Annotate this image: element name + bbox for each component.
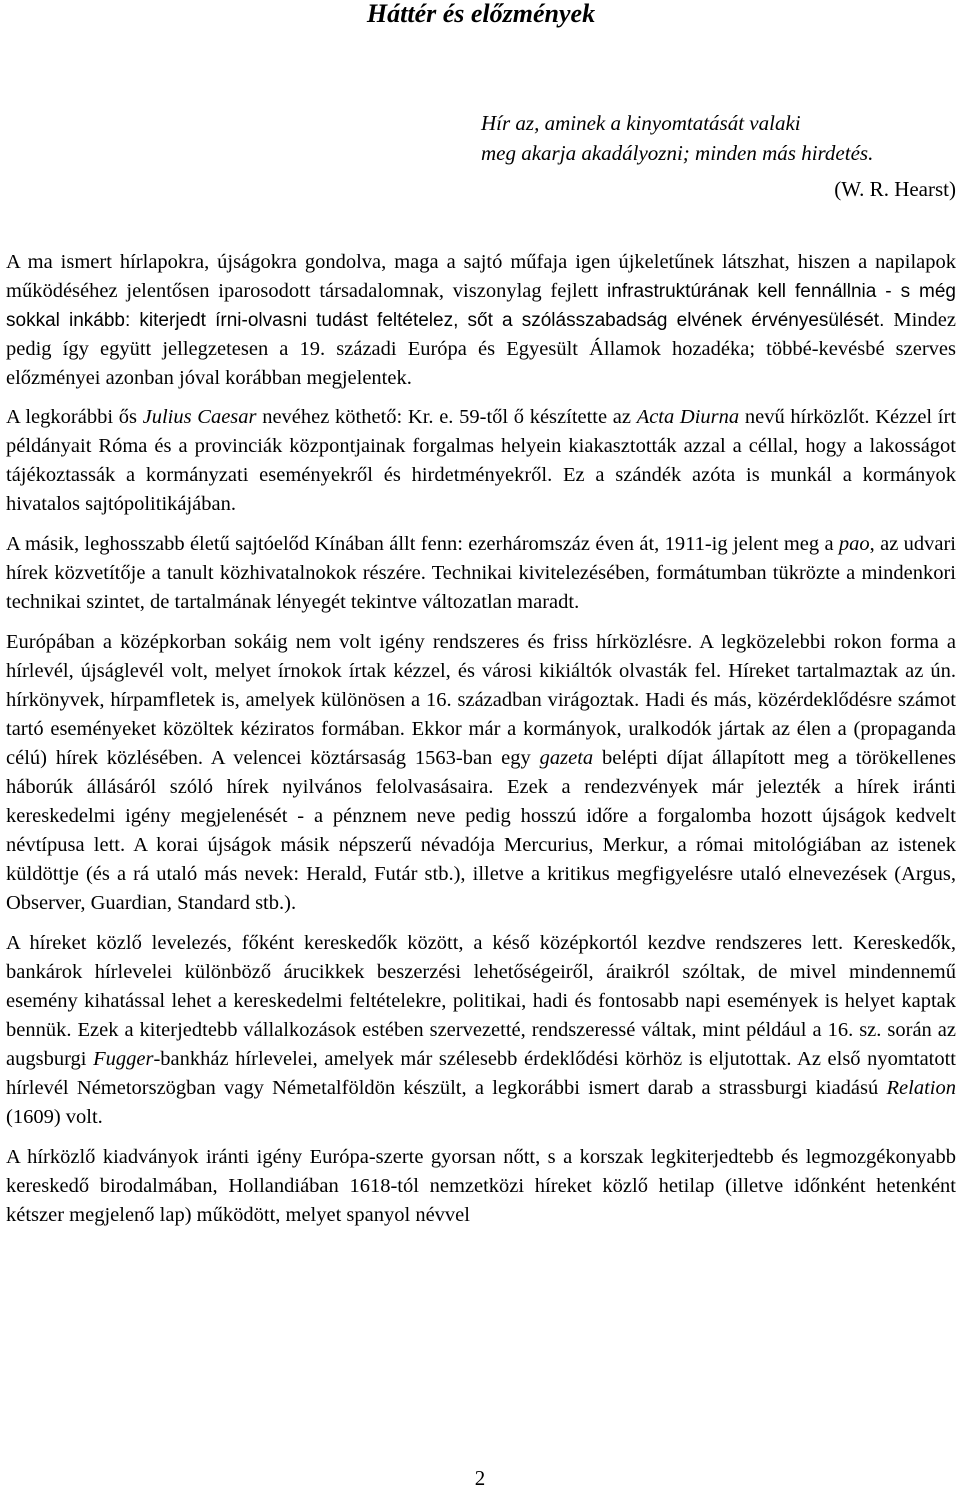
gazeta-italic: gazeta <box>539 747 594 769</box>
epigraph-line-2: meg akarja akadályozni; minden más hirdetés. <box>481 141 874 165</box>
paragraph-2-text-a: A legkorábbi ős <box>6 406 137 428</box>
body-text <box>6 248 956 1241</box>
paragraph-5-text-b: -bankház hírlevelei, amelyek már szélesebb érdeklődési körhöz is eljutottak. Az első nyomtatott hírlevél Németorszögban vagy Németalföldön készült, a legkorábbi ismert darab a strassburgi kiadású <box>6 1048 957 1099</box>
paragraph-1-end: Mindez pedig így együtt jellegzetesen a 19. századi Európa és Egyesült Államok hozadéka; többé-kevésbé szerves előzményei azonban jóval korábban megjelentek. <box>6 309 956 389</box>
fugger-italic: Fugger <box>93 1048 154 1070</box>
paragraph-4-text-a: Európában a középkorban sokáig nem volt igény rendszeres és friss hírközlésre. A legközelebbi rokon forma a hírlevél, újságlevél volt, melyet írnokok írtak kézzel, és városi kikiáltók olvasták fel. Híreket tartalmaztak az ún. hírkönyvek, hírpamfletek is, amelyek különösen a 16. században virágoztak. Hadi és más, közérdeklődésre számot tartó eseményeket közöltek kéziratos formában. Ekkor már a kormányok, uralkodók jártak az élen a (propaganda célú) hírek közlésében. A velencei köztársaság 1563-ban egy <box>6 631 956 769</box>
epigraph-line-1: Hír az, aminek a kinyomtatását valaki <box>481 111 801 135</box>
paragraph-2-text-c: nevű hírközlőt. Kézzel írt példányait Róma és a provinciák központjainak forgalmas helyein kiakasztották azzal a céllal, hogy a lakosságot tájékoztassák a kormányzati eseményekről és hirdetményekről. Ez a szándék azóta is munkál a kormányok hivatalos sajtópolitikájában. <box>6 406 957 515</box>
page-title: Háttér és előzmények <box>366 0 596 28</box>
epigraph <box>481 108 956 168</box>
paragraph-1-serif: A ma ismert hírlapokra, újságokra gondolva, maga a sajtó műfaja igen újkeletűnek látszhat, hiszen a napilapok működéséhez jelentősen iparosodott társadalomnak, viszonylag fejlett <box>6 251 956 302</box>
paragraph-1 <box>6 248 956 393</box>
paragraph-2 <box>6 403 956 519</box>
relation-italic: Relation <box>886 1077 956 1099</box>
paragraph-4 <box>6 628 956 918</box>
epigraph-attribution: (W. R. Hearst) <box>834 177 956 201</box>
paragraph-6: A hírközlő kiadványok iránti igény Európa-szerte gyorsan nőtt, s a korszak legkiterjedtebb és legmozgékonyabb kereskedő birodalmában, Hollandiában 1618-tól nemzetközi híreket közlő hetilap (illetve időnként hetenként kétszer megjelenő lap) működött, melyet spanyol névvel <box>6 1146 956 1226</box>
julius-caesar-italic: Julius Caesar <box>142 406 257 428</box>
paragraph-5-text-c: (1609) volt. <box>6 1106 103 1128</box>
paragraph-3 <box>6 530 956 617</box>
acta-diurna-italic: Acta Diurna <box>636 406 740 428</box>
pao-italic: pao <box>838 533 870 555</box>
paragraph-4-text-b: belépti díjat állapított meg a törökellenes háborúk állásáról szóló hírek nyilvános felolvasásaira. Ezek a rendezvények már jelezték a hírek iránti kereskedelmi igény megjelenését - a pénznem neve pedig hosszú időre a forgalomba hozott újságok kedvelt névtípusa lett. A korai újságok másik népszerű névadója Mercurius, Merkur, a római mitológiában az istenek küldöttje (és a rá utaló más nevek: Herald, Futár stb.), illetve a kritikus megfigyelésre utaló elnevezések (Argus, Observer, Guardian, Standard stb.). <box>6 747 956 914</box>
paragraph-5 <box>6 929 956 1132</box>
paragraph-3-text-b: , az udvari hírek közvetítője a tanult közhivatalnokok részére. Technikai kivitelezésében, formátumban tükrözte a mindenkori technikai szintet, de tartalmának lényegét tekintve változatlan maradt. <box>6 533 956 613</box>
paragraph-5-text-a: A híreket közlő levelezés, főként kereskedők között, a késő középkortól kezdve rendszeres lett. Kereskedők, bankárok hírlevelei különböző árucikkek beszerzési lehetőségeiről, áraikról szóltak, de mivel mindennemű esemény kihatással lehet a kereskedelmi feltételekre, politikai, hadi és fontosabb napi események is helyet kaptak bennük. Ezek a kiterjedtebb vállalkozások estében szervezetté, rendszeressé váltak, mint például a 16. sz. során az augsburgi <box>6 932 956 1070</box>
paragraph-3-text-a: A másik, leghosszabb életű sajtóelőd Kínában állt fenn: ezerháromszáz éven át, 1911-ig jelent meg a <box>6 533 834 555</box>
paragraph-2-text-b: nevéhez köthető: Kr. e. 59-től ő készítette az <box>262 406 631 428</box>
paragraph-1-sans: infrastruktúrának kell fennállnia - s még sokkal inkább: kiterjedt írni-olvasni tudást feltételez, sőt a szólásszabadság elvének érvényesülését. <box>6 281 956 331</box>
page-number: 2 <box>474 1466 486 1490</box>
